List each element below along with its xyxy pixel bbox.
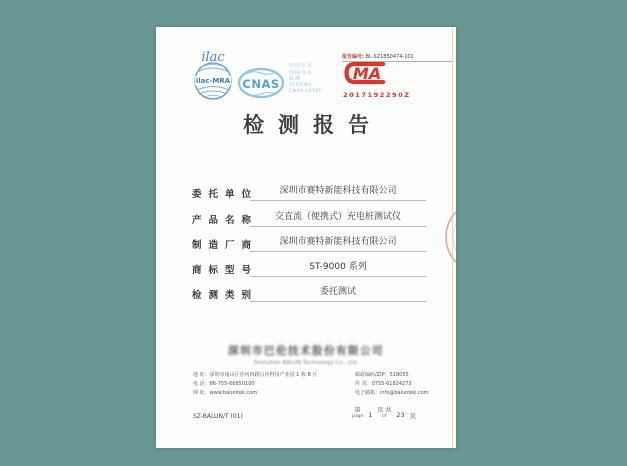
ilac-mra-logo-icon — [193, 50, 233, 102]
cnas-logo-icon — [238, 65, 284, 101]
contact-address: 地 址：深圳市南山区沙河西路白沙科技产业园 1 栋 B 区 — [193, 372, 318, 378]
accred-line: 检测 — [289, 76, 302, 82]
field-value: 委托测试 — [250, 283, 426, 302]
page-word-first: 第 page — [352, 407, 364, 419]
contact-left-column — [193, 371, 355, 398]
svg-text:ilac: ilac — [201, 50, 225, 65]
contact-zip: 邮政编码/ZIP：518055 — [355, 372, 409, 378]
lab-company-name-cn-blurred: 深圳市巴伦技术股份有限公司 — [228, 345, 384, 357]
contact-website: 网 址：www.baluntek.com — [193, 390, 258, 396]
cma-mark — [343, 60, 411, 100]
report-page — [156, 27, 456, 448]
contact-right-column — [355, 371, 442, 398]
field-row-test-type — [192, 283, 426, 304]
contact-phone: 电 话：86-755-66850100 — [193, 381, 255, 387]
lab-company-block — [156, 343, 456, 366]
contact-email: 电子邮箱：info@baluntek.com — [355, 390, 429, 396]
field-label: 检测类别 — [192, 290, 259, 301]
field-value: ST-9000 系列 — [250, 258, 426, 277]
page-current: 1 — [368, 411, 373, 419]
field-value: 交直流（便携式）充电桩测试仪 — [250, 208, 426, 227]
svg-text:CNAS: CNAS — [242, 77, 280, 91]
cma-logo-icon — [343, 60, 387, 86]
page-indicator — [352, 408, 416, 420]
accred-line: CNAS L6791 — [289, 89, 322, 94]
field-label: 制造厂商 — [192, 240, 259, 251]
field-row-client — [192, 182, 426, 203]
contact-fax: 传 真：0755-61824273 — [355, 381, 412, 387]
cma-certificate-number: 2017192290Z — [343, 91, 411, 99]
report-number-label: 报告编号: — [342, 54, 364, 60]
accred-line: TESTING — [289, 82, 312, 88]
accred-line: 国际互认 — [289, 69, 314, 76]
field-row-manufacturer — [192, 233, 426, 254]
document-code: SZ-BALUN/T (01) — [193, 413, 243, 420]
field-row-model — [192, 258, 426, 279]
svg-text:MA: MA — [352, 64, 382, 83]
accred-line: 中国认可 — [289, 63, 314, 69]
field-value: 深圳市赛特新能科技有限公司 — [250, 233, 426, 252]
field-row-product — [192, 208, 426, 229]
document-title: 检测报告 — [243, 113, 383, 137]
report-number-value: BL-SZ1850474-101 — [365, 54, 414, 60]
lab-company-name-en-blurred: Shenzhen BALUN Technology Co., Ltd. — [253, 360, 359, 366]
svg-text:ilac-MRA: ilac-MRA — [195, 77, 231, 85]
field-value: 深圳市赛特新能科技有限公司 — [250, 182, 426, 201]
cnas-accreditation-text — [289, 63, 329, 96]
page-word-last: 页 — [409, 412, 417, 420]
report-number — [342, 53, 452, 62]
page-total: 23 — [396, 411, 405, 419]
field-label: 产品名称 — [192, 215, 259, 226]
contact-block — [193, 371, 442, 398]
page-edge-line — [452, 27, 454, 448]
field-label: 委托单位 — [192, 189, 259, 200]
page-word-of: 页 共 of — [377, 407, 392, 419]
field-label: 商标型号 — [192, 265, 259, 276]
